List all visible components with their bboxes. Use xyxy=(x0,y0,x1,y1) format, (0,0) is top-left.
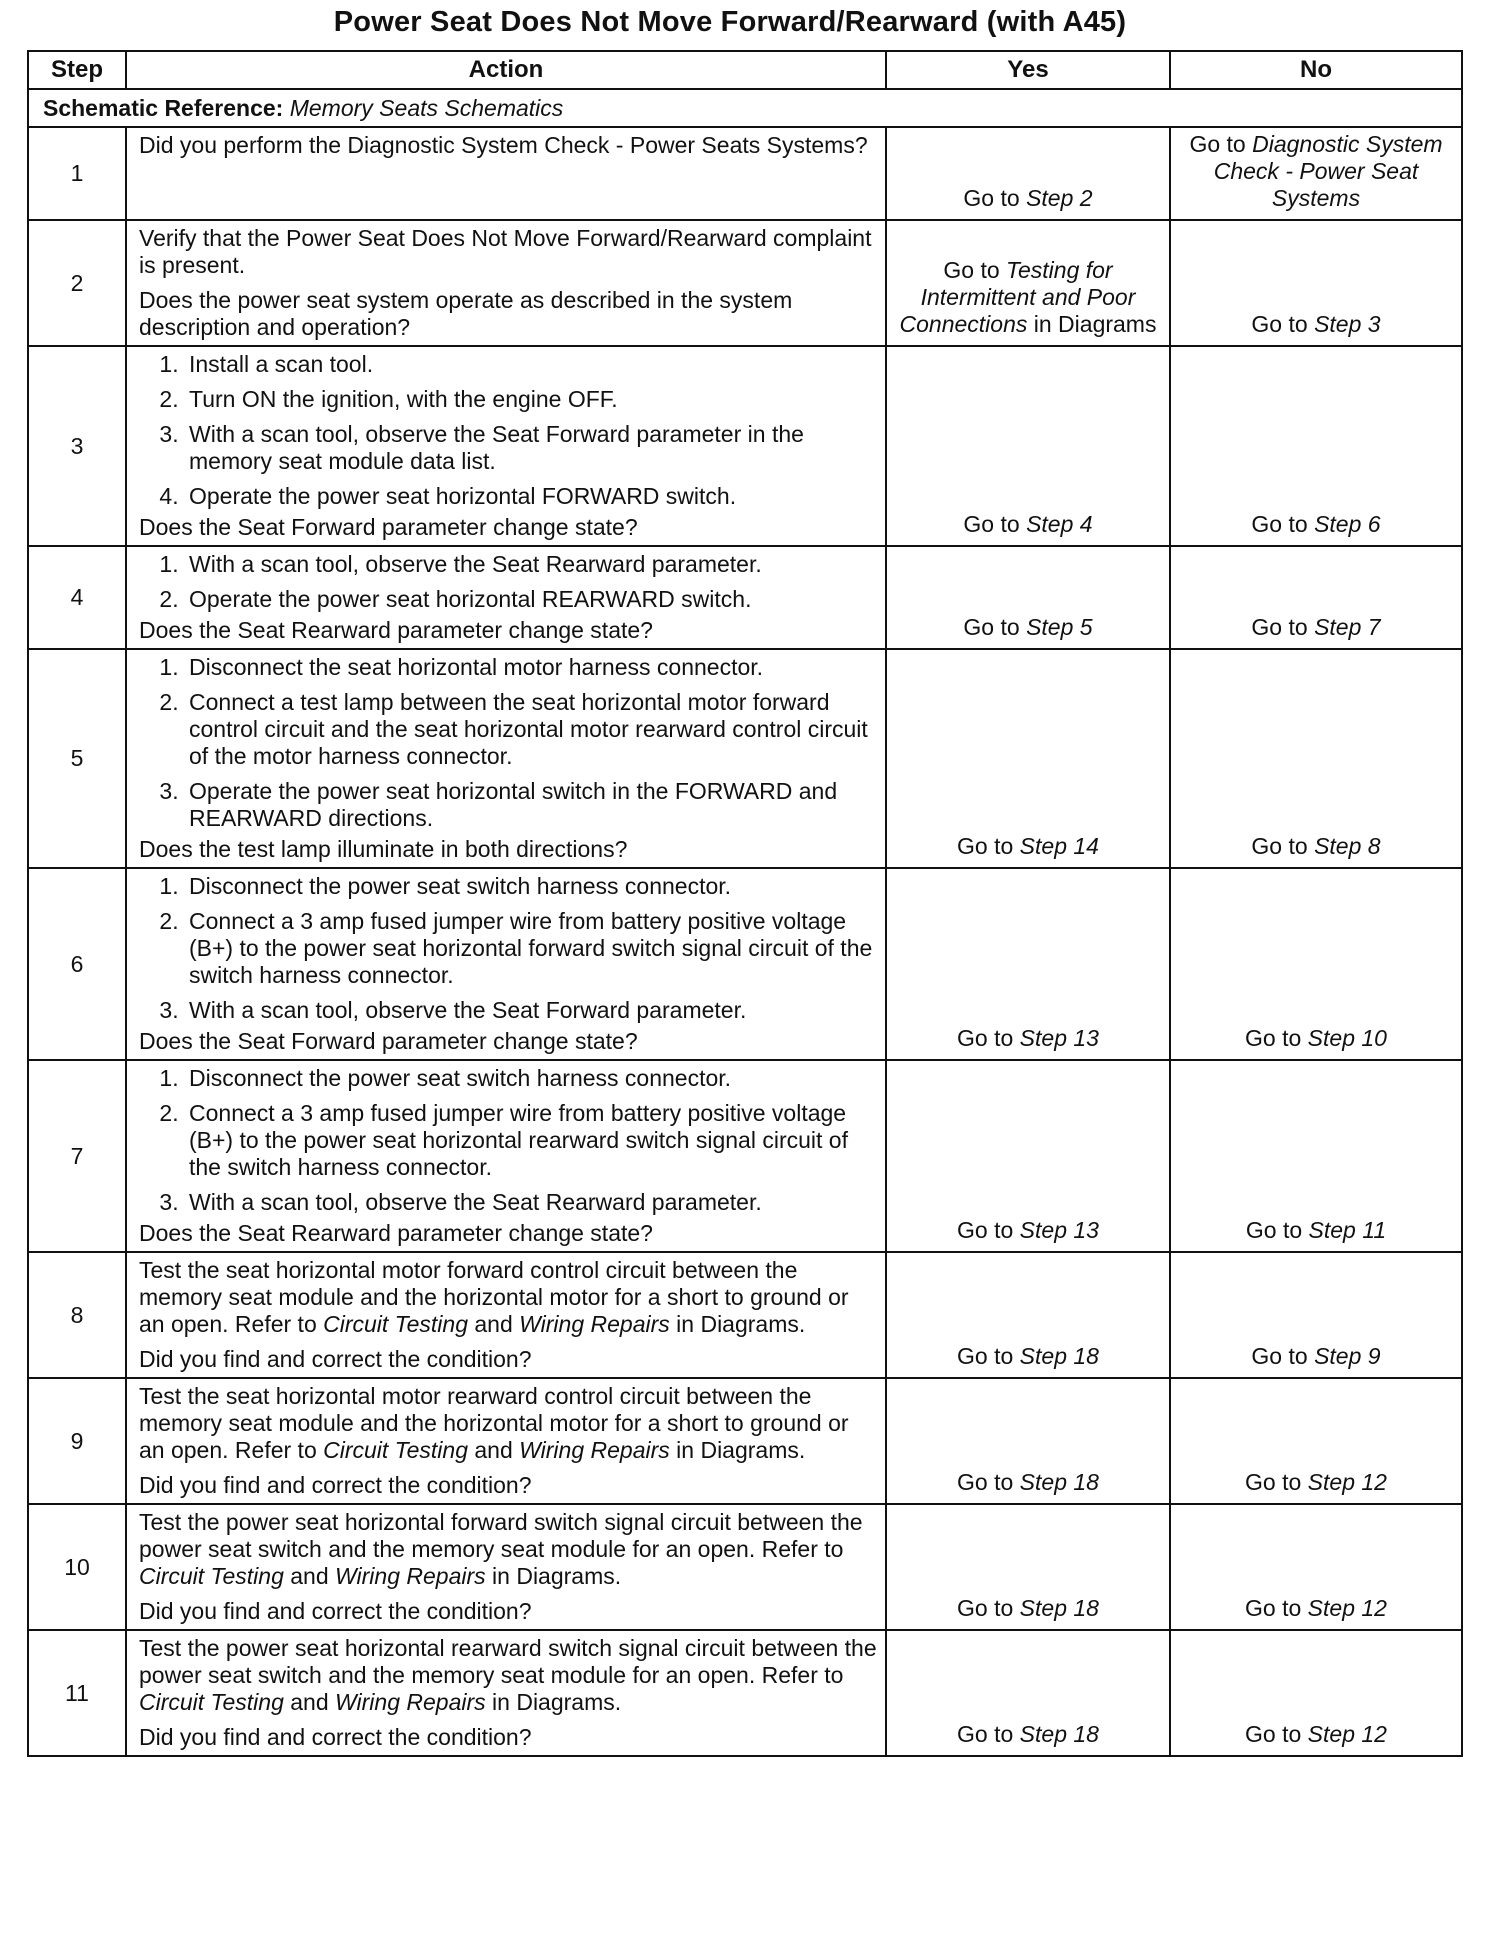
no-result-cell xyxy=(1170,868,1462,1060)
action-text: and xyxy=(468,1311,520,1337)
reference-link-text: Wiring Repairs xyxy=(519,1311,670,1337)
table-row xyxy=(28,1378,1462,1504)
result-target: Step 6 xyxy=(1314,511,1381,537)
action-text: Test the seat horizontal motor forward control circuit between the memory seat module and the horizontal motor for a short to ground or an open. Refer to xyxy=(139,1257,849,1337)
step-number: 9 xyxy=(28,1378,126,1504)
action-text: Test the power seat horizontal forward switch signal circuit between the power seat switch and the memory seat module for an open. Refer to xyxy=(139,1509,863,1562)
table-row xyxy=(28,649,1462,868)
action-cell xyxy=(126,868,886,1060)
action-cell xyxy=(126,1252,886,1378)
reference-link-text: Circuit Testing xyxy=(323,1437,468,1463)
action-cell xyxy=(126,1630,886,1756)
table-row xyxy=(28,1504,1462,1630)
result-text: in Diagrams xyxy=(1027,311,1157,337)
action-question: Does the Seat Forward parameter change state? xyxy=(139,1028,638,1054)
result-text: Go to xyxy=(963,185,1027,211)
action-paragraph: Did you perform the Diagnostic System Check - Power Seats Systems? xyxy=(139,132,868,158)
result-target: Step 3 xyxy=(1314,311,1381,337)
no-result-cell xyxy=(1170,127,1462,220)
action-step-item: 1. With a scan tool, observe the Seat Rearward parameter. xyxy=(185,551,877,578)
header-yes: Yes xyxy=(886,51,1170,89)
action-step-item: 2. Connect a test lamp between the seat horizontal motor forward control circuit and the seat horizontal motor rearward control circuit of the motor harness connector. xyxy=(185,689,877,770)
step-number: 8 xyxy=(28,1252,126,1378)
result-target: Step 5 xyxy=(1026,614,1093,640)
result-target: Step 12 xyxy=(1307,1721,1387,1747)
action-cell xyxy=(126,220,886,346)
schematic-reference xyxy=(28,89,1462,127)
step-number: 10 xyxy=(28,1504,126,1630)
action-step-item: 3. With a scan tool, observe the Seat Rearward parameter. xyxy=(185,1189,877,1216)
step-number: 4 xyxy=(28,546,126,649)
result-text: Go to xyxy=(1245,1025,1308,1051)
step-number: 3 xyxy=(28,346,126,546)
result-text: Go to xyxy=(957,1025,1020,1051)
table-row xyxy=(28,127,1462,220)
action-text: Test the power seat horizontal rearward switch signal circuit between the power seat switch and the memory seat module for an open. Refer to xyxy=(139,1635,877,1688)
result-target: Step 12 xyxy=(1307,1595,1387,1621)
action-text: and xyxy=(468,1437,520,1463)
action-paragraph: Verify that the Power Seat Does Not Move Forward/Rearward complaint is present. xyxy=(139,225,872,278)
action-steps-list xyxy=(139,873,877,1024)
action-question: Does the Seat Rearward parameter change state? xyxy=(139,617,653,643)
result-text: Go to xyxy=(957,1721,1020,1747)
table-row xyxy=(28,1252,1462,1378)
action-steps-list xyxy=(139,654,877,832)
yes-result-cell xyxy=(886,868,1170,1060)
action-question: Did you find and correct the condition? xyxy=(139,1724,532,1750)
action-step-item: 3. Operate the power seat horizontal switch in the FORWARD and REARWARD directions. xyxy=(185,778,877,832)
action-steps-list xyxy=(139,551,877,613)
table-row xyxy=(28,546,1462,649)
action-cell xyxy=(126,649,886,868)
yes-result-cell xyxy=(886,649,1170,868)
no-result-cell xyxy=(1170,546,1462,649)
result-text: Go to xyxy=(957,1595,1020,1621)
action-step-item: 3. With a scan tool, observe the Seat Forward parameter in the memory seat module data list. xyxy=(185,421,877,475)
no-result-cell xyxy=(1170,1630,1462,1756)
action-step-item: 2. Connect a 3 amp fused jumper wire from battery positive voltage (B+) to the power seat horizontal forward switch signal circuit of the switch harness connector. xyxy=(185,908,877,989)
action-text: and xyxy=(283,1563,336,1589)
no-result-cell xyxy=(1170,1060,1462,1252)
action-text: in Diagrams. xyxy=(669,1311,806,1337)
table-row xyxy=(28,868,1462,1060)
action-steps-list xyxy=(139,351,877,510)
page-title: Power Seat Does Not Move Forward/Rearward (with A45) xyxy=(333,6,1127,38)
action-step-item: 1. Disconnect the seat horizontal motor harness connector. xyxy=(185,654,877,681)
action-cell xyxy=(126,546,886,649)
result-text: Go to xyxy=(1251,833,1315,859)
action-cell xyxy=(126,1060,886,1252)
result-target: Step 18 xyxy=(1019,1595,1099,1621)
result-target: Step 12 xyxy=(1307,1469,1387,1495)
schematic-row xyxy=(28,89,1462,127)
result-target: Step 13 xyxy=(1019,1025,1099,1051)
result-text: Go to xyxy=(1245,1595,1308,1621)
no-result-cell xyxy=(1170,1378,1462,1504)
action-text: Test the seat horizontal motor rearward control circuit between the memory seat module and the horizontal motor for a short to ground or an open. Refer to xyxy=(139,1383,849,1463)
action-question: Did you find and correct the condition? xyxy=(139,1472,532,1498)
yes-result-cell xyxy=(886,1378,1170,1504)
schematic-label: Schematic Reference: xyxy=(43,94,284,121)
result-text: Go to xyxy=(957,1469,1020,1495)
result-target: Testing for Intermittent and Poor Connections xyxy=(899,257,1136,337)
step-number: 11 xyxy=(28,1630,126,1756)
result-text: Go to xyxy=(957,1217,1020,1243)
table-row xyxy=(28,1630,1462,1756)
diagnostic-table xyxy=(27,50,1463,1757)
result-target: Step 7 xyxy=(1314,614,1381,640)
action-step-item: 4. Operate the power seat horizontal FORWARD switch. xyxy=(185,483,877,510)
no-result-cell xyxy=(1170,220,1462,346)
step-number: 6 xyxy=(28,868,126,1060)
no-result-cell xyxy=(1170,649,1462,868)
action-steps-list xyxy=(139,1065,877,1216)
step-number: 5 xyxy=(28,649,126,868)
action-paragraph xyxy=(139,1635,877,1716)
action-question: Does the test lamp illuminate in both directions? xyxy=(139,836,628,862)
action-question: Does the Seat Rearward parameter change state? xyxy=(139,1220,653,1246)
result-target: Step 10 xyxy=(1307,1025,1387,1051)
result-target: Diagnostic System Check - Power Seat Systems xyxy=(1213,131,1443,211)
action-text: in Diagrams. xyxy=(669,1437,806,1463)
result-text: Go to xyxy=(1245,1469,1308,1495)
action-cell xyxy=(126,346,886,546)
header-no: No xyxy=(1170,51,1462,89)
yes-result-cell xyxy=(886,1252,1170,1378)
action-step-item: 2. Connect a 3 amp fused jumper wire from battery positive voltage (B+) to the power seat horizontal rearward switch signal circuit of the switch harness connector. xyxy=(185,1100,877,1181)
table-row xyxy=(28,220,1462,346)
result-text: Go to xyxy=(943,257,1007,283)
result-text: Go to xyxy=(1251,1343,1315,1369)
action-step-item: 3. With a scan tool, observe the Seat Forward parameter. xyxy=(185,997,877,1024)
result-target: Step 4 xyxy=(1026,511,1093,537)
action-text: in Diagrams. xyxy=(485,1689,622,1715)
result-text: Go to xyxy=(1251,614,1315,640)
action-paragraph xyxy=(139,1383,877,1464)
result-text: Go to xyxy=(1251,311,1315,337)
action-paragraph xyxy=(139,1509,877,1590)
yes-result-cell xyxy=(886,1504,1170,1630)
reference-link-text: Circuit Testing xyxy=(323,1311,468,1337)
reference-link-text: Circuit Testing xyxy=(139,1689,284,1715)
result-target: Step 18 xyxy=(1019,1343,1099,1369)
reference-link-text: Wiring Repairs xyxy=(335,1689,486,1715)
header-step: Step xyxy=(28,51,126,89)
result-target: Step 9 xyxy=(1314,1343,1381,1369)
no-result-cell xyxy=(1170,346,1462,546)
action-question: Did you find and correct the condition? xyxy=(139,1346,532,1372)
action-step-item: 2. Turn ON the ignition, with the engine OFF. xyxy=(185,386,877,413)
action-step-item: 1. Disconnect the power seat switch harness connector. xyxy=(185,1065,877,1092)
step-number: 1 xyxy=(28,127,126,220)
action-paragraph xyxy=(139,1257,877,1338)
result-target: Step 2 xyxy=(1026,185,1093,211)
header-action: Action xyxy=(126,51,886,89)
result-target: Step 13 xyxy=(1019,1217,1099,1243)
result-text: Go to xyxy=(1245,1721,1308,1747)
reference-link-text: Wiring Repairs xyxy=(519,1437,670,1463)
action-step-item: 1. Disconnect the power seat switch harness connector. xyxy=(185,873,877,900)
result-text: Go to xyxy=(1245,1217,1309,1243)
result-target: Step 18 xyxy=(1019,1469,1099,1495)
result-target: Step 14 xyxy=(1019,833,1099,859)
schematic-value: Memory Seats Schematics xyxy=(289,94,564,121)
action-cell xyxy=(126,1504,886,1630)
result-text: Go to xyxy=(1189,131,1253,157)
yes-result-cell xyxy=(886,1630,1170,1756)
result-text: Go to xyxy=(963,614,1027,640)
result-text: Go to xyxy=(957,833,1020,859)
action-text: in Diagrams. xyxy=(485,1563,622,1589)
action-question: Did you find and correct the condition? xyxy=(139,1598,532,1624)
reference-link-text: Circuit Testing xyxy=(139,1563,284,1589)
action-step-item: 1. Install a scan tool. xyxy=(185,351,877,378)
yes-result-cell xyxy=(886,220,1170,346)
result-text: Go to xyxy=(1251,511,1315,537)
step-number: 7 xyxy=(28,1060,126,1252)
no-result-cell xyxy=(1170,1504,1462,1630)
yes-result-cell xyxy=(886,127,1170,220)
step-number: 2 xyxy=(28,220,126,346)
action-question: Does the Seat Forward parameter change state? xyxy=(139,514,638,540)
table-body xyxy=(28,89,1462,1756)
table-row xyxy=(28,346,1462,546)
yes-result-cell xyxy=(886,546,1170,649)
action-cell xyxy=(126,127,886,220)
action-text: and xyxy=(283,1689,336,1715)
reference-link-text: Wiring Repairs xyxy=(335,1563,486,1589)
header-row xyxy=(28,51,1462,89)
result-text: Go to xyxy=(957,1343,1020,1369)
result-text: Go to xyxy=(963,511,1027,537)
table-row xyxy=(28,1060,1462,1252)
action-cell xyxy=(126,1378,886,1504)
result-target: Step 11 xyxy=(1308,1217,1387,1243)
yes-result-cell xyxy=(886,1060,1170,1252)
yes-result-cell xyxy=(886,346,1170,546)
action-question: Does the power seat system operate as described in the system description and operation? xyxy=(139,287,793,340)
result-target: Step 18 xyxy=(1019,1721,1099,1747)
action-step-item: 2. Operate the power seat horizontal REARWARD switch. xyxy=(185,586,877,613)
result-target: Step 8 xyxy=(1314,833,1381,859)
no-result-cell xyxy=(1170,1252,1462,1378)
